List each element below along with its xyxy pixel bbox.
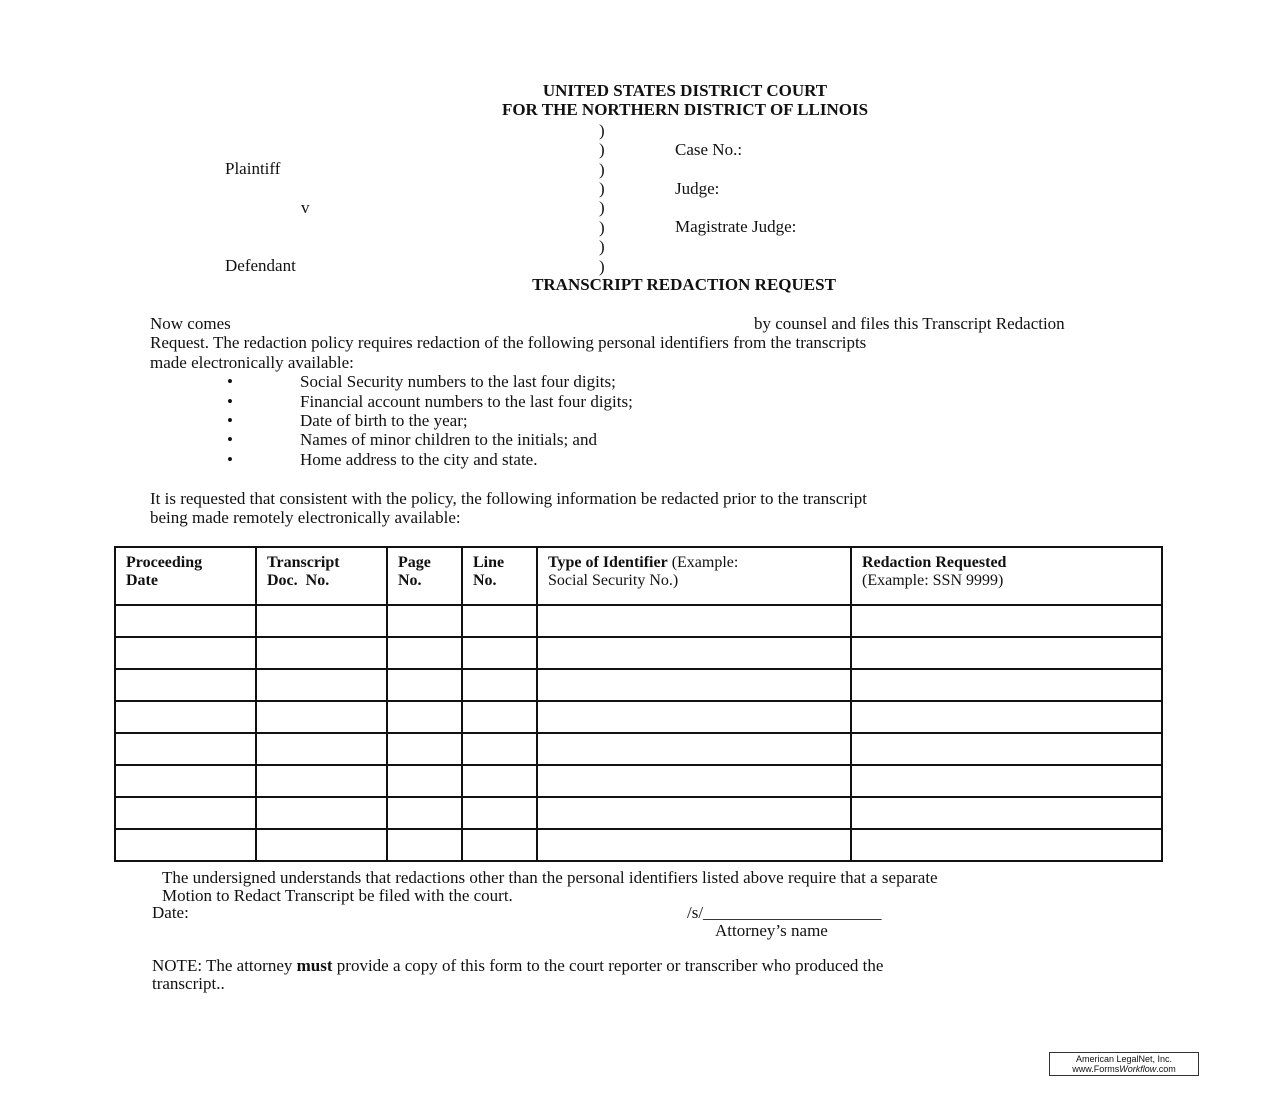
- note-emphasis: must: [296, 956, 333, 975]
- caption-paren: ): [599, 218, 605, 237]
- header-type-of-identifier: [537, 547, 851, 605]
- intro-line-1-start: Now comes: [150, 314, 231, 333]
- cell-type-of-identifier[interactable]: [537, 701, 851, 733]
- bullet-marker: •: [227, 430, 233, 449]
- stamp-line-2: [1052, 1064, 1196, 1074]
- header-text: Proceeding: [126, 554, 203, 571]
- cell-proceeding-date[interactable]: [115, 829, 256, 861]
- cell-redaction-requested[interactable]: [851, 829, 1162, 861]
- cell-page-no[interactable]: [387, 605, 462, 637]
- table-row: [115, 701, 1162, 733]
- cell-line-no[interactable]: [462, 829, 537, 861]
- table-header-row: [115, 547, 1162, 605]
- bullet-marker: •: [227, 450, 233, 469]
- cell-transcript-doc-no[interactable]: [256, 605, 387, 637]
- bullet-item: Home address to the city and state.: [300, 450, 538, 469]
- header-text: Social Security No.): [548, 572, 679, 589]
- date-label: Date:: [152, 903, 189, 922]
- request-line-1: It is requested that consistent with the policy, the following information be redacted prior to the transcript: [150, 489, 867, 508]
- header-text: Type of Identifier: [548, 554, 668, 571]
- table-body: [115, 605, 1162, 861]
- header-redaction-requested: [851, 547, 1162, 605]
- cell-redaction-requested[interactable]: [851, 605, 1162, 637]
- caption-paren: ): [599, 121, 605, 140]
- cell-page-no[interactable]: [387, 797, 462, 829]
- caption-paren: ): [599, 160, 605, 179]
- signature-line: /s/_____________________: [687, 903, 882, 922]
- acknowledgement-line-2: Motion to Redact Transcript be filed with the court.: [162, 886, 513, 905]
- intro-line-2: Request. The redaction policy requires redaction of the following personal identifiers from the transcripts: [150, 333, 867, 352]
- cell-transcript-doc-no[interactable]: [256, 701, 387, 733]
- table-row: [115, 829, 1162, 861]
- form-title: TRANSCRIPT REDACTION REQUEST: [532, 275, 836, 294]
- bullet-item: Date of birth to the year;: [300, 411, 468, 430]
- acknowledgement-line-1: The undersigned understands that redactions other than the personal identifiers listed above require that a separate: [162, 868, 938, 887]
- caption-paren: ): [599, 257, 605, 276]
- header-text: Line: [473, 554, 505, 571]
- table-row: [115, 669, 1162, 701]
- attorney-name-label: Attorney’s name: [715, 921, 828, 940]
- cell-line-no[interactable]: [462, 797, 537, 829]
- stamp-text: Workflow: [1119, 1064, 1157, 1074]
- header-proceeding-date: [115, 547, 256, 605]
- table-row: [115, 605, 1162, 637]
- header-text: Doc. No.: [267, 572, 330, 589]
- note-suffix: provide a copy of this form to the court reporter or transcriber who produced the: [332, 956, 884, 975]
- cell-redaction-requested[interactable]: [851, 765, 1162, 797]
- stamp-text: www.Forms: [1072, 1064, 1120, 1074]
- cell-transcript-doc-no[interactable]: [256, 669, 387, 701]
- table-row: [115, 637, 1162, 669]
- header-text: Transcript: [267, 554, 340, 571]
- bullet-marker: •: [227, 411, 233, 430]
- magistrate-judge-label: Magistrate Judge:: [675, 217, 797, 236]
- cell-proceeding-date[interactable]: [115, 765, 256, 797]
- cell-transcript-doc-no[interactable]: [256, 765, 387, 797]
- judge-label: Judge:: [675, 179, 720, 198]
- cell-page-no[interactable]: [387, 829, 462, 861]
- cell-proceeding-date[interactable]: [115, 637, 256, 669]
- cell-type-of-identifier[interactable]: [537, 605, 851, 637]
- table-row: [115, 765, 1162, 797]
- intro-line-1-end: by counsel and files this Transcript Redaction: [754, 314, 1065, 333]
- table-row: [115, 733, 1162, 765]
- cell-line-no[interactable]: [462, 733, 537, 765]
- caption-paren: ): [599, 237, 605, 256]
- cell-page-no[interactable]: [387, 765, 462, 797]
- cell-redaction-requested[interactable]: [851, 797, 1162, 829]
- cell-proceeding-date[interactable]: [115, 669, 256, 701]
- header-text: Date: [126, 572, 158, 589]
- bullet-marker: •: [227, 372, 233, 391]
- cell-page-no[interactable]: [387, 701, 462, 733]
- header-transcript-doc-no: [256, 547, 387, 605]
- cell-transcript-doc-no[interactable]: [256, 733, 387, 765]
- cell-line-no[interactable]: [462, 765, 537, 797]
- note-line-1: [152, 957, 883, 975]
- header-text: (Example: SSN 9999): [862, 572, 1004, 589]
- cell-redaction-requested[interactable]: [851, 701, 1162, 733]
- cell-proceeding-date[interactable]: [115, 797, 256, 829]
- versus-label: v: [301, 198, 310, 217]
- cell-line-no[interactable]: [462, 605, 537, 637]
- cell-transcript-doc-no[interactable]: [256, 797, 387, 829]
- cell-type-of-identifier[interactable]: [537, 797, 851, 829]
- header-text: No.: [473, 572, 497, 589]
- header-text: No.: [398, 572, 422, 589]
- request-line-2: being made remotely electronically available:: [150, 508, 461, 527]
- plaintiff-label: Plaintiff: [225, 159, 281, 178]
- header-text: (Example:: [667, 554, 739, 571]
- cell-redaction-requested[interactable]: [851, 669, 1162, 701]
- cell-proceeding-date[interactable]: [115, 733, 256, 765]
- cell-transcript-doc-no[interactable]: [256, 637, 387, 669]
- bullet-item: Social Security numbers to the last four digits;: [300, 372, 616, 391]
- cell-line-no[interactable]: [462, 669, 537, 701]
- defendant-label: Defendant: [225, 256, 296, 275]
- caption-paren: ): [599, 140, 605, 159]
- header-text: Redaction Requested: [862, 554, 1007, 571]
- header-text: Page: [398, 554, 431, 571]
- table-row: [115, 797, 1162, 829]
- cell-redaction-requested[interactable]: [851, 733, 1162, 765]
- cell-proceeding-date[interactable]: [115, 701, 256, 733]
- caption-paren: ): [599, 198, 605, 217]
- bullet-item: Financial account numbers to the last four digits;: [300, 392, 633, 411]
- cell-type-of-identifier[interactable]: [537, 637, 851, 669]
- cell-line-no[interactable]: [462, 701, 537, 733]
- cell-type-of-identifier[interactable]: [537, 765, 851, 797]
- header-line-no: [462, 547, 537, 605]
- cell-line-no[interactable]: [462, 637, 537, 669]
- bullet-marker: •: [227, 392, 233, 411]
- district-name: FOR THE NORTHERN DISTRICT OF LLINOIS: [501, 100, 869, 119]
- cell-page-no[interactable]: [387, 637, 462, 669]
- american-legalnet-stamp: [1049, 1052, 1199, 1076]
- note-line-2: transcript..: [152, 974, 225, 993]
- cell-redaction-requested[interactable]: [851, 637, 1162, 669]
- cell-page-no[interactable]: [387, 669, 462, 701]
- cell-page-no[interactable]: [387, 733, 462, 765]
- cell-proceeding-date[interactable]: [115, 605, 256, 637]
- stamp-line-1: American LegalNet, Inc.: [1075, 1054, 1173, 1064]
- intro-line-3: made electronically available:: [150, 353, 354, 372]
- redaction-table: [114, 546, 1163, 862]
- bullet-item: Names of minor children to the initials; and: [300, 430, 597, 449]
- case-no-label: Case No.:: [675, 140, 743, 159]
- cell-type-of-identifier[interactable]: [537, 829, 851, 861]
- note-prefix: NOTE: The attorney: [152, 956, 297, 975]
- cell-type-of-identifier[interactable]: [537, 733, 851, 765]
- court-name: UNITED STATES DISTRICT COURT: [542, 81, 828, 100]
- header-page-no: [387, 547, 462, 605]
- stamp-text: .com: [1156, 1064, 1176, 1074]
- cell-transcript-doc-no[interactable]: [256, 829, 387, 861]
- caption-paren: ): [599, 179, 605, 198]
- cell-type-of-identifier[interactable]: [537, 669, 851, 701]
